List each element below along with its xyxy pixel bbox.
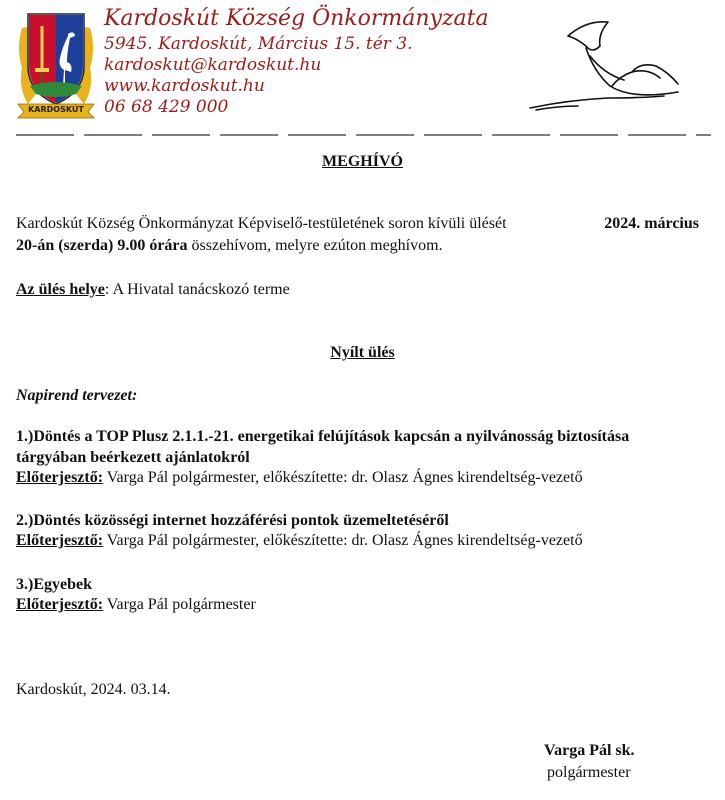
intro-text-start: Kardoskút Község Önkormányzat Képviselő-testületének soron kívüli ülését: [16, 215, 511, 232]
venue-line: [16, 279, 290, 301]
agenda-item-2-title: 2.)Döntés közösségi internet hozzáférési pontok üzemeltetéséről: [16, 512, 449, 529]
presenter-value: Varga Pál polgármester, előkészítette: dr. Olasz Ágnes kirendeltség-vezető: [103, 532, 583, 549]
venue-label: Az ülés helye: [16, 281, 105, 298]
intro-line-2: [16, 235, 443, 257]
crest-banner-text: KARDOSKÚT: [28, 105, 84, 114]
org-website: www.kardoskut.hu: [104, 76, 265, 96]
signature-role: polgármester: [547, 764, 631, 781]
document-title: MEGHÍVÓ: [322, 153, 403, 170]
letterhead-text: [104, 4, 489, 118]
presenter-value: Varga Pál polgármester, előkészítette: dr. Olasz Ágnes kirendeltség-vezető: [103, 469, 583, 486]
agenda-heading: Napirend tervezet:: [16, 387, 138, 404]
intro-line-1: [16, 213, 699, 235]
letterhead-rule: [16, 124, 711, 128]
heron-logo: [528, 16, 688, 116]
agenda-item-1-presenter: [16, 467, 583, 489]
agenda-item-2-presenter: [16, 530, 583, 552]
presenter-label: Előterjesztő:: [16, 532, 104, 549]
place-date: Kardoskút, 2024. 03.14.: [16, 681, 171, 698]
org-address: 5945. Kardoskút, Március 15. tér 3.: [104, 34, 413, 54]
signature-name: Varga Pál sk.: [544, 742, 635, 759]
agenda-item-3-presenter: [16, 594, 256, 616]
agenda-item-1-title-line-2: tárgyában beérkezett ajánlatokról: [16, 449, 250, 466]
session-heading: Nyílt ülés: [330, 344, 395, 361]
presenter-value: Varga Pál polgármester: [103, 596, 256, 613]
org-email: kardoskut@kardoskut.hu: [104, 55, 322, 75]
presenter-label: Előterjesztő:: [16, 469, 104, 486]
agenda-item-1-title-line-1: 1.)Döntés a TOP Plusz 2.1.1.-21. energetikai felújítások kapcsán a nyilvánosság biztosítása: [16, 428, 630, 445]
intro-date-bold-2: 20-án (szerda) 9.00 órára: [16, 237, 188, 254]
coat-of-arms: [16, 8, 96, 120]
intro-date-bold-1: 2024. március: [604, 215, 699, 232]
venue-value: A Hivatal tanácskozó terme: [112, 281, 290, 298]
intro-text-end: összehívom, melyre ezúton meghívom.: [187, 237, 443, 254]
agenda-item-3-title: 3.)Egyebek: [16, 576, 92, 593]
org-name: Kardoskút Község Önkormányzata: [104, 6, 489, 31]
presenter-label: Előterjesztő:: [16, 596, 104, 613]
org-phone: 06 68 429 000: [104, 97, 229, 117]
venue-sep: :: [104, 281, 113, 298]
